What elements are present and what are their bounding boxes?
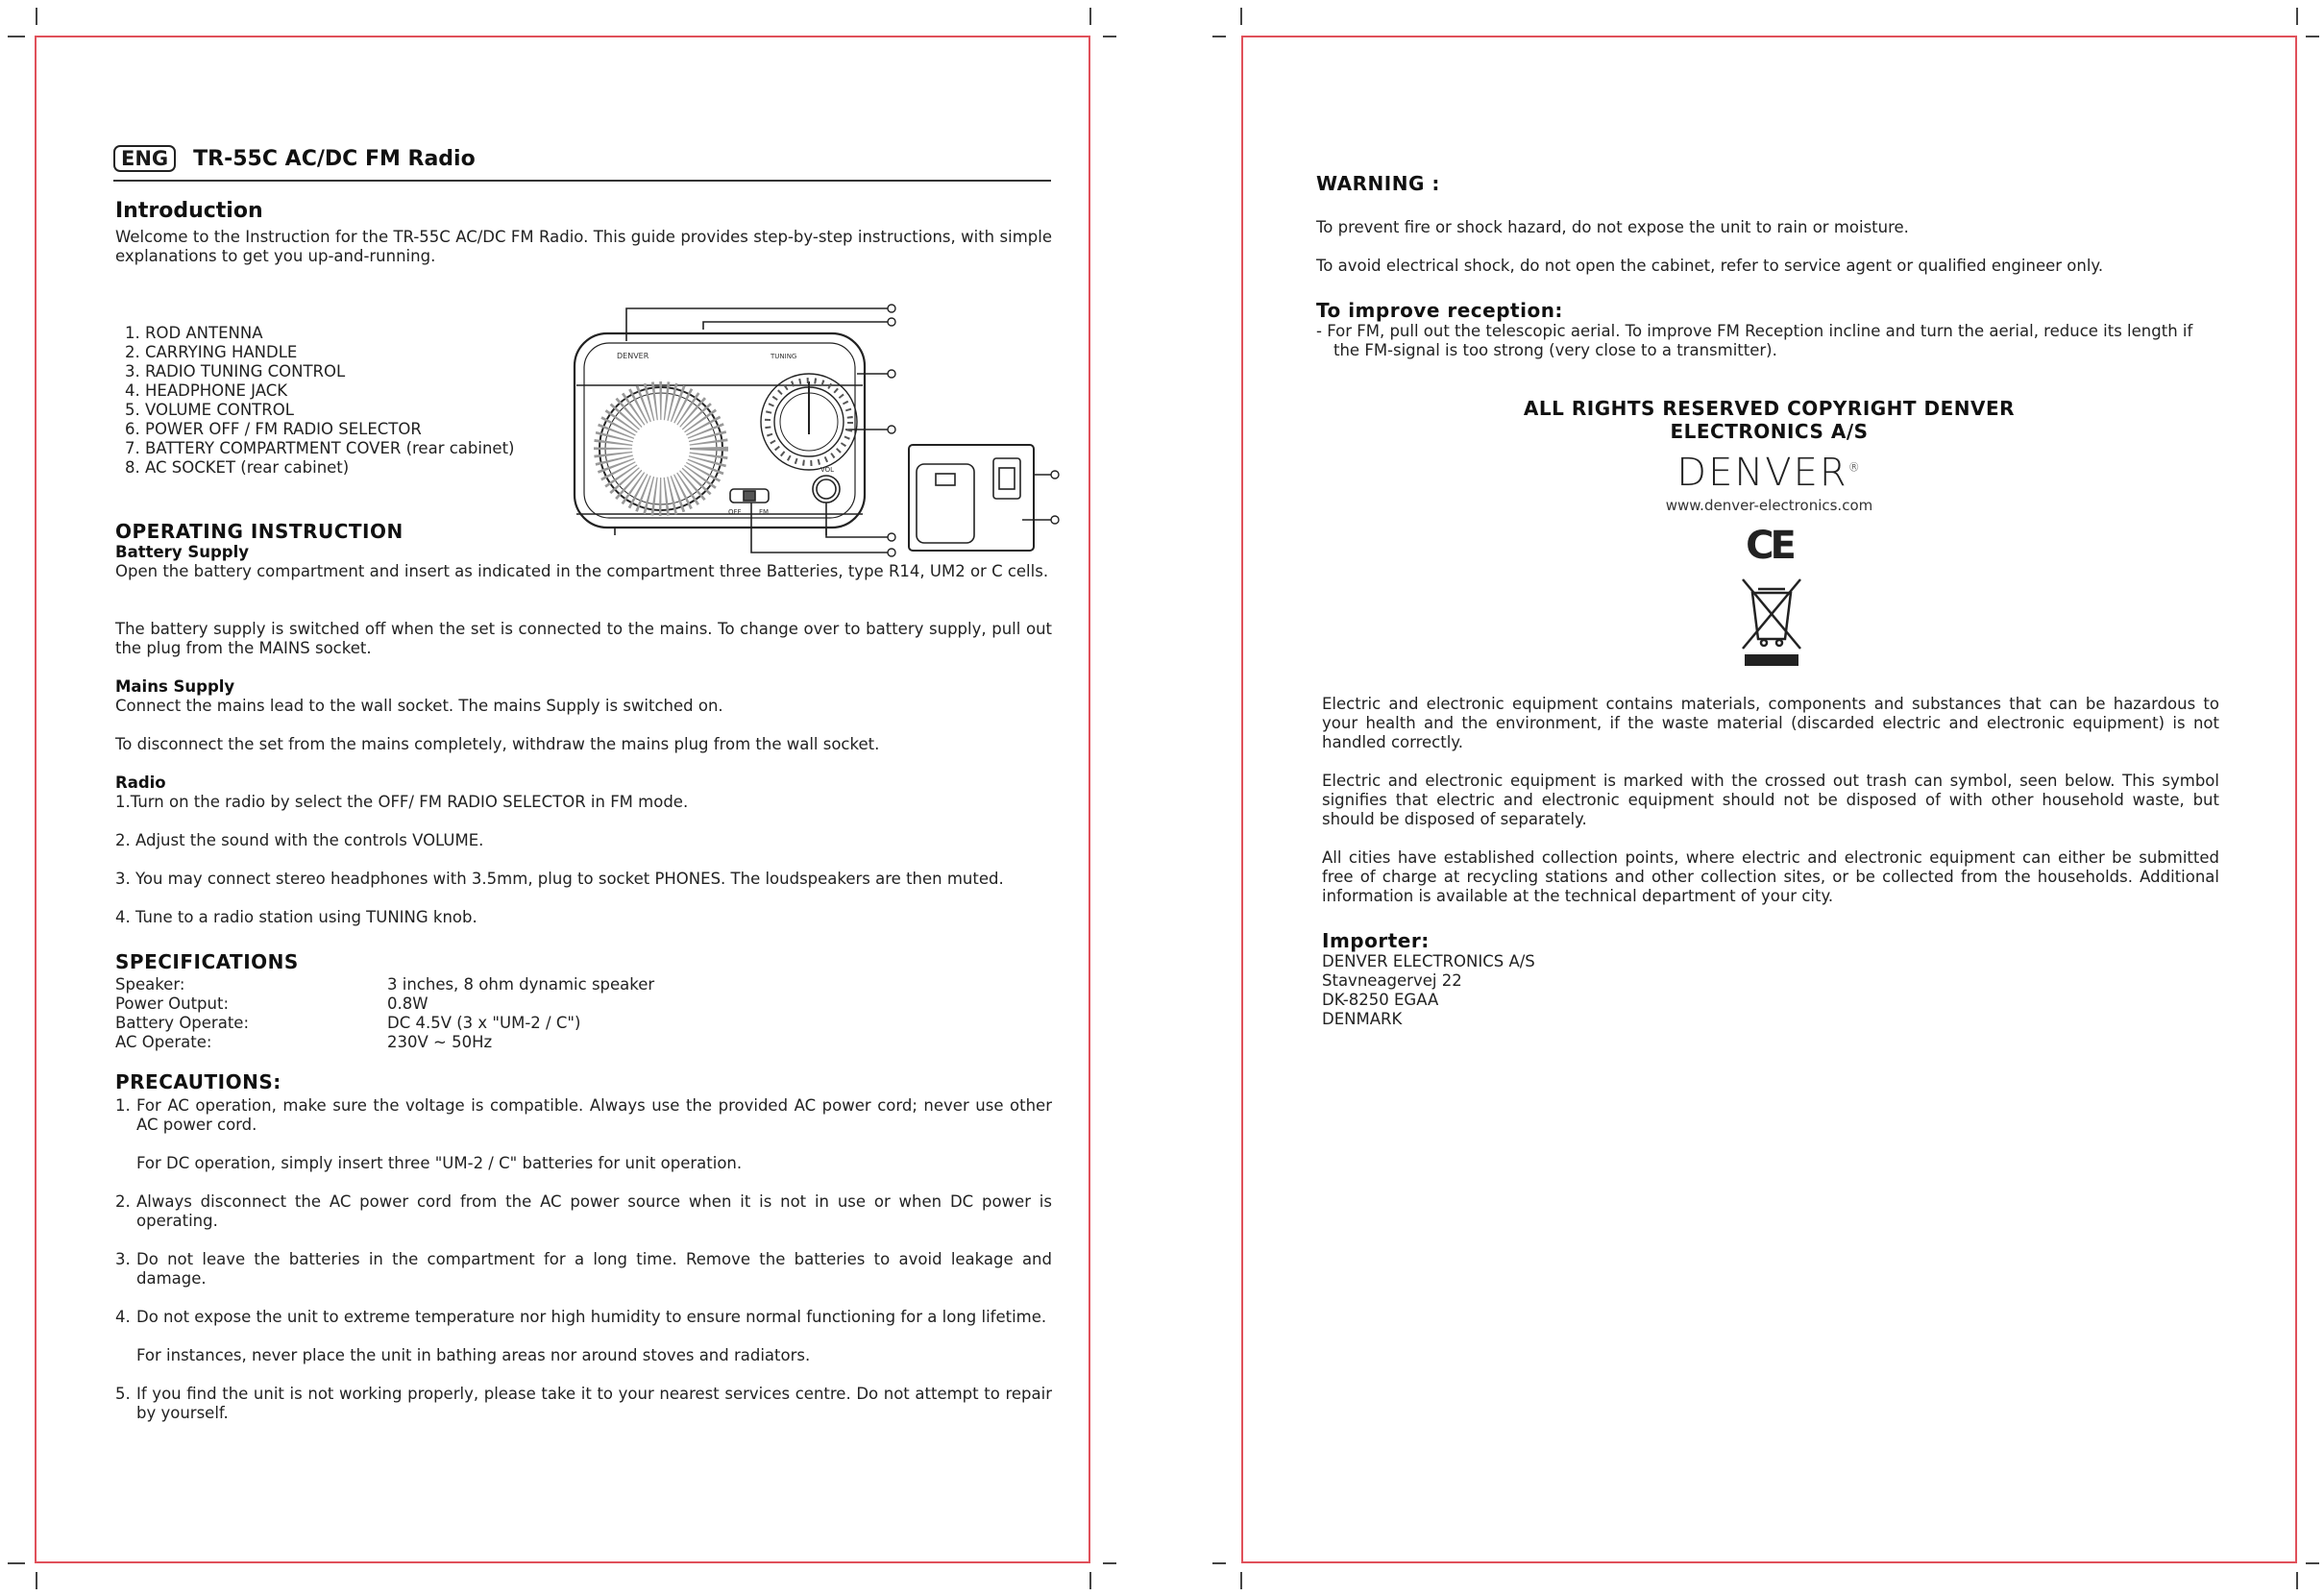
crop-mark — [1089, 8, 1091, 25]
reception-text-1: - For FM, pull out the telescopic aerial. To improve FM Reception incline and turn the aerial, reduce its length if — [1316, 322, 2193, 340]
registered-mark: ® — [1847, 460, 1862, 475]
spec-key: Power Output: — [115, 994, 230, 1013]
copyright-line-2: ELECTRONICS A/S — [1670, 420, 1869, 443]
ce-mark-icon: CE — [1746, 524, 1793, 568]
item-note: For instances, never place the unit in bathing areas nor around stoves and radiators. — [136, 1346, 811, 1364]
importer-address — [1322, 952, 1535, 1029]
intro-text: Welcome to the Instruction for the TR-55C AC/DC FM Radio. This guide provides step-by-step instructions, with simple explanations to get you up-and-running. — [115, 228, 1052, 265]
address-line: DENVER ELECTRONICS A/S — [1322, 952, 1535, 970]
list-item: 8. AC SOCKET (rear cabinet) — [125, 458, 350, 477]
denver-logo — [1243, 451, 2295, 495]
list-item: 1. ROD ANTENNA — [125, 324, 263, 342]
crossed-bin-icon — [1739, 576, 1804, 668]
crop-mark — [1212, 36, 1226, 37]
list-item — [115, 1385, 1052, 1423]
address-line: DK-8250 EGAA — [1322, 991, 1439, 1009]
table-row — [115, 1014, 788, 1033]
list-item: 3. RADIO TUNING CONTROL — [125, 362, 346, 381]
spec-key: Battery Operate: — [115, 1014, 250, 1032]
precautions-heading: PRECAUTIONS: — [115, 1070, 281, 1093]
language-badge: ENG — [113, 145, 176, 172]
radio-step-2: 2. Adjust the sound with the controls VOLUME. — [115, 831, 484, 849]
spec-value: 230V ~ 50Hz — [387, 1033, 493, 1051]
diagram-switch-fm: FM — [759, 508, 770, 516]
reception-heading: To improve reception: — [1316, 299, 1563, 322]
battery-text-2: The battery supply is switched off when the set is connected to the mains. To change over to battery supply, pull out the plug from the MAINS socket. — [115, 620, 1052, 657]
crop-mark — [36, 1572, 37, 1589]
radio-step-1: 1.Turn on the radio by select the OFF/ FM RADIO SELECTOR in FM mode. — [115, 793, 689, 811]
item-text: For AC operation, make sure the voltage is compatible. Always use the provided AC power cord; never use other AC power cord. — [136, 1096, 1052, 1134]
warning-heading: WARNING : — [1316, 172, 1440, 195]
crop-mark — [8, 36, 25, 37]
specs-heading: SPECIFICATIONS — [115, 950, 299, 973]
battery-text-1: Open the battery compartment and insert as indicated in the compartment three Batteries, type R14, UM2 or C cells. — [115, 562, 1049, 580]
crop-mark — [2306, 36, 2319, 37]
spec-value: 3 inches, 8 ohm dynamic speaker — [387, 975, 655, 994]
spec-value: 0.8W — [387, 994, 428, 1013]
item-number: 4. — [115, 1308, 131, 1326]
item-number: 5. — [115, 1385, 131, 1403]
list-item: 7. BATTERY COMPARTMENT COVER (rear cabinet) — [125, 439, 515, 457]
parts-list — [125, 324, 576, 478]
battery-heading: Battery Supply — [115, 543, 249, 561]
crop-mark — [1103, 1562, 1116, 1564]
reception-text-2: the FM-signal is too strong (very close to a transmitter). — [1333, 341, 1777, 359]
list-item: 4. HEADPHONE JACK — [125, 381, 288, 400]
table-row — [115, 975, 788, 994]
mains-text-1: Connect the mains lead to the wall socket. The mains Supply is switched on. — [115, 697, 723, 715]
mains-heading: Mains Supply — [115, 677, 235, 696]
spec-key: AC Operate: — [115, 1033, 212, 1051]
weee-text-3: All cities have established collection points, where electric and electronic equipment can either be submitted free of charge at recycling stations and other collection sites, or be collected from the households. Additional information is available at the technical department of your city. — [1322, 848, 2219, 905]
table-row — [115, 1033, 788, 1052]
table-row — [115, 994, 788, 1014]
copyright-line-1: ALL RIGHTS RESERVED COPYRIGHT DENVER — [1523, 397, 2016, 420]
crop-mark — [2306, 1562, 2319, 1564]
list-item — [115, 1096, 1052, 1135]
crop-mark — [8, 1562, 25, 1564]
specs-table — [115, 975, 788, 1052]
crop-mark — [1103, 36, 1116, 37]
intro-heading: Introduction — [115, 199, 263, 223]
address-line: DENMARK — [1322, 1010, 1403, 1028]
weee-text-2: Electric and electronic equipment is marked with the crossed out trash can symbol, seen below. This symbol signifies that electric and electronic equipment should not be disposed of with other household waste, but should be disposed of separately. — [1322, 772, 2219, 828]
mains-text-2: To disconnect the set from the mains completely, withdraw the mains plug from the wall socket. — [115, 735, 880, 753]
diagram-vol-label: VOL — [820, 466, 835, 474]
diagram-switch-off: OFF — [728, 508, 742, 516]
item-text: Do not expose the unit to extreme temperature nor high humidity to ensure normal functioning for a long lifetime. — [136, 1308, 1047, 1326]
list-item — [115, 1250, 1052, 1289]
radio-heading: Radio — [115, 773, 166, 792]
radio-step-3: 3. You may connect stereo headphones with 3.5mm, plug to socket PHONES. The loudspeakers are then muted. — [115, 870, 1004, 888]
list-item — [115, 1308, 1052, 1327]
document-header — [113, 145, 1051, 182]
radio-diagram — [528, 266, 1066, 574]
item-note: For DC operation, simply insert three "UM-2 / C" batteries for unit operation. — [136, 1154, 743, 1172]
warning-text-2: To avoid electrical shock, do not open the cabinet, refer to service agent or qualified engineer only. — [1316, 257, 2104, 275]
right-page — [1241, 36, 2297, 1563]
weee-text-1: Electric and electronic equipment contains materials, components and substances that can be hazardous to your health and the environment, if the waste material (discarded electric and electronic equipment) is not handled correctly. — [1322, 695, 2219, 751]
crop-mark — [2296, 8, 2298, 25]
document-title: TR-55C AC/DC FM Radio — [193, 147, 476, 171]
radio-step-4: 4. Tune to a radio station using TUNING knob. — [115, 908, 477, 926]
crop-mark — [1212, 1562, 1226, 1564]
website: www.denver-electronics.com — [1665, 497, 1873, 514]
list-item: 6. POWER OFF / FM RADIO SELECTOR — [125, 420, 422, 438]
operating-heading: OPERATING INSTRUCTION — [115, 520, 404, 543]
spec-key: Speaker: — [115, 975, 185, 994]
importer-heading: Importer: — [1322, 929, 1430, 952]
left-page — [35, 36, 1090, 1563]
diagram-tuning-label: TUNING — [771, 353, 797, 360]
diagram-brand: DENVER — [617, 352, 649, 360]
item-number: 3. — [115, 1250, 131, 1268]
crop-mark — [1240, 8, 1242, 25]
crop-mark — [1089, 1572, 1091, 1589]
logo-text: DENVER — [1676, 451, 1848, 495]
crop-mark — [36, 8, 37, 25]
list-item: 5. VOLUME CONTROL — [125, 401, 294, 419]
precautions-list — [115, 1096, 1052, 1423]
crop-mark — [1240, 1572, 1242, 1589]
item-number: 1. — [115, 1096, 131, 1115]
item-text: If you find the unit is not working properly, please take it to your nearest services centre. Do not attempt to repair by yourself. — [136, 1385, 1052, 1422]
list-item: 2. CARRYING HANDLE — [125, 343, 298, 361]
spec-value: DC 4.5V (3 x "UM-2 / C") — [387, 1014, 581, 1032]
address-line: Stavneagervej 22 — [1322, 971, 1462, 990]
warning-text-1: To prevent fire or shock hazard, do not expose the unit to rain or moisture. — [1316, 218, 1909, 236]
crop-mark — [2296, 1572, 2298, 1589]
item-number: 2. — [115, 1192, 131, 1211]
item-text: Always disconnect the AC power cord from the AC power source when it is not in use or when DC power is operating. — [136, 1192, 1052, 1230]
list-item — [115, 1192, 1052, 1231]
item-text: Do not leave the batteries in the compartment for a long time. Remove the batteries to avoid leakage and damage. — [136, 1250, 1052, 1288]
